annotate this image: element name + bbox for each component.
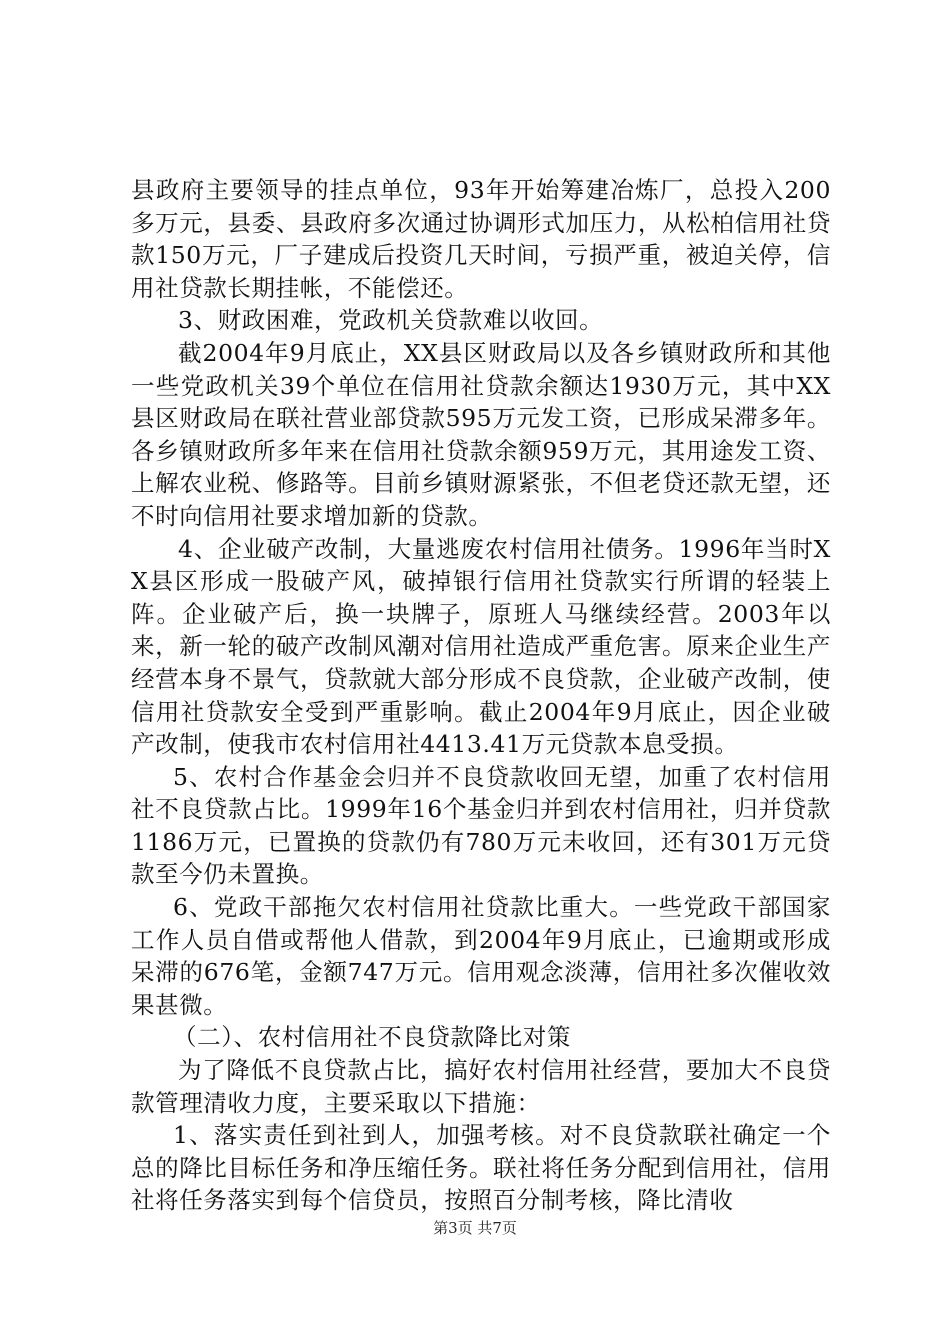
paragraph-continuation: 县政府主要领导的挂点单位，93年开始筹建冶炼厂，总投入200多万元，县委、县政府多次通过协调形式加压力，从松柏信用社贷款150万元，厂子建成后投资几天时间，亏损严重，被迫关停，信用社贷款长期挂帐，不能偿还。 [131,176,831,302]
paragraph-measure-1: 1、落实责任到社到人，加强考核。对不良贷款联社确定一个总的降比目标任务和净压缩任务。联社将任务分配到信用社，信用社将任务落实到每个信贷员，按照百分制考核，降比清收 [131,1121,831,1215]
paragraph-point-5: 5、农村合作基金会归并不良贷款收回无望，加重了农村信用社不良贷款占比。1999年16个基金归并到农村信用社，归并贷款1186万元，已置换的贷款仍有780万元未收回，还有301万元贷款至今仍未置换。 [131,762,831,889]
paragraph-point-3-heading: 3、财政困难，党政机关贷款难以收回。 [178,306,604,335]
page-footer: 第3页 共7页 [433,1219,517,1237]
paragraph-fiscal-loans: 截2004年9月底止，XX县区财政局以及各乡镇财政所和其他一些党政机关39个单位在信用社贷款余额达1930万元，其中XX县区财政局在联社营业部贷款595万元发工资，已形成呆滞多年。各乡镇财政所多年来在信用社贷款余额959万元，其用途发工资、上解农业税、修路等。目前乡镇财源紧张，不但老贷还款无望，还不时向信用社要求增加新的贷款。 [131,338,831,530]
paragraph-point-6: 6、党政干部拖欠农村信用社贷款比重大。一些党政干部国家工作人员自借或帮他人借款，到2004年9月底止，已逾期或形成呆滞的676笔，金额747万元。信用观念淡薄，信用社多次催收效果甚微。 [131,893,831,1019]
paragraph-point-4: 4、企业破产改制，大量逃废农村信用社债务。1996年当时XX县区形成一股破产风，破掉银行信用社贷款实行所谓的轻装上阵。企业破产后，换一块牌子，原班人马继续经营。2003年以来，新一轮的破产改制风潮对信用社造成严重危害。原来企业生产经营本身不景气，贷款就大部分形成不良贷款，企业破产改制，使信用社贷款安全受到严重影响。截止2004年9月底止，因企业破产改制，使我市农村信用社4413.41万元贷款本息受损。 [131,534,831,759]
paragraph-measures-intro: 为了降低不良贷款占比，搞好农村信用社经营，要加大不良贷款管理清收力度，主要采取以下措施： [131,1056,831,1117]
section-heading-countermeasures: （二）、农村信用社不良贷款降比对策 [173,1023,571,1052]
document-body [131,174,831,1217]
